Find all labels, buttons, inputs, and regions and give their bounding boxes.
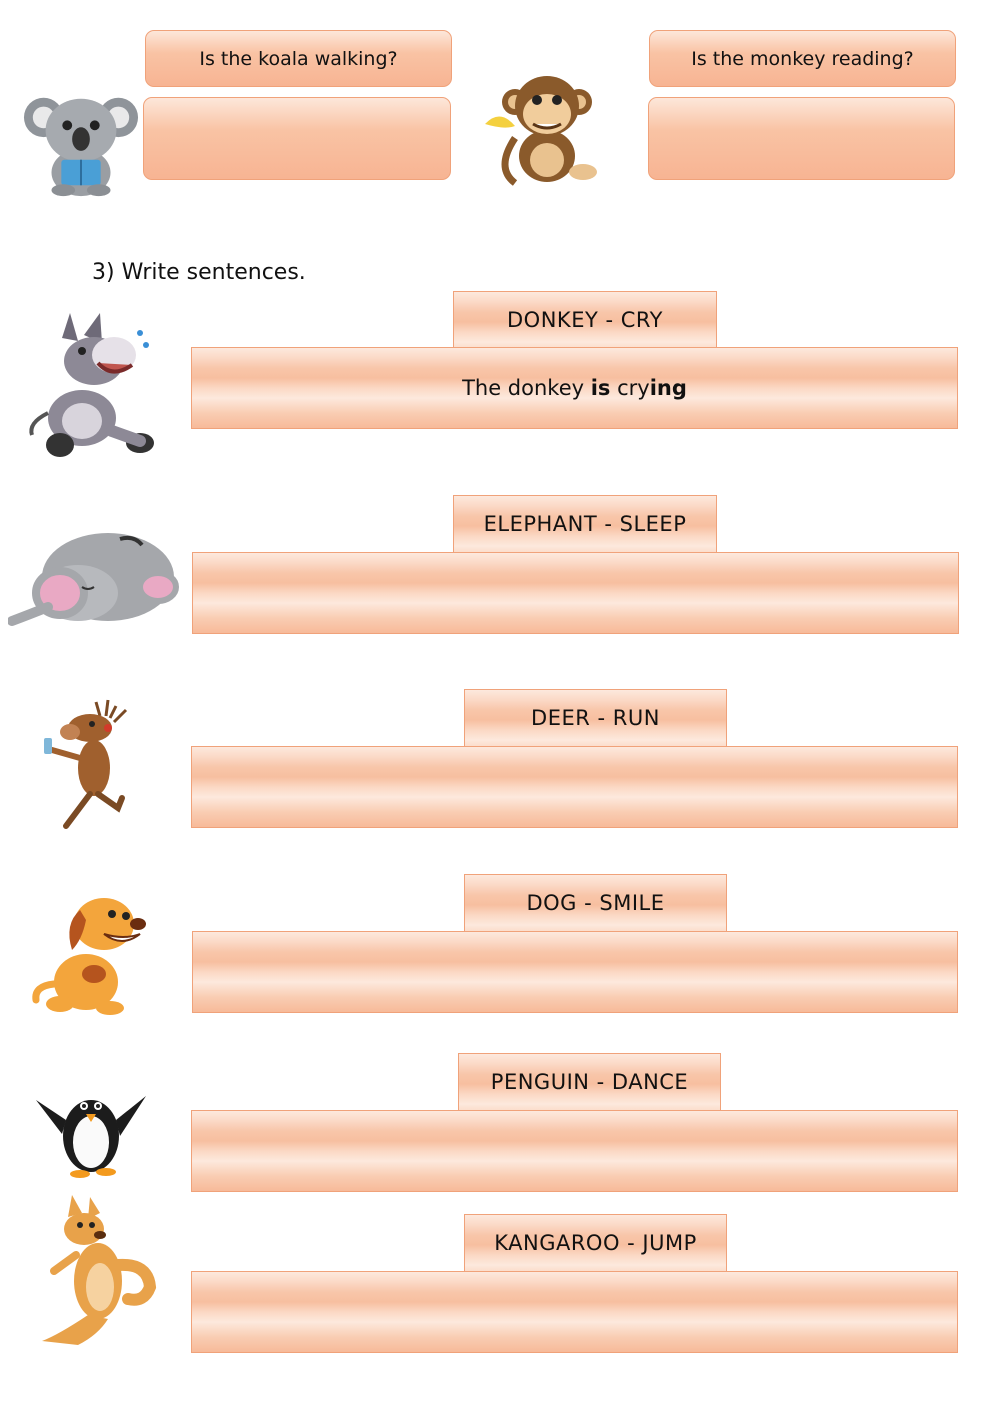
penguin-icon	[32, 1080, 150, 1180]
task-label-donkey-text: DONKEY - CRY	[507, 308, 663, 332]
kangaroo-icon	[38, 1195, 160, 1355]
question-monkey	[649, 30, 956, 87]
answer-box-dog[interactable]	[192, 931, 958, 1013]
question-koala	[145, 30, 452, 87]
elephant-icon	[8, 515, 180, 630]
answer-input-koala[interactable]	[148, 109, 446, 168]
answer-donkey-bold: is	[590, 376, 611, 400]
section-title: 3) Write sentences.	[92, 260, 306, 285]
task-label-dog-text: DOG - SMILE	[526, 891, 665, 915]
answer-input-elephant[interactable]	[206, 564, 944, 622]
task-label-elephant-text: ELEPHANT - SLEEP	[483, 512, 687, 536]
answer-box-donkey[interactable]	[191, 347, 958, 429]
answer-input-dog[interactable]	[206, 943, 943, 1001]
question-koala-text: Is the koala walking?	[199, 47, 398, 70]
answer-box-kangaroo[interactable]	[191, 1271, 958, 1353]
answer-input-monkey[interactable]	[653, 109, 950, 168]
answer-donkey-prefix: The donkey	[462, 376, 591, 400]
task-label-donkey	[453, 291, 717, 349]
answer-input-kangaroo[interactable]	[205, 1283, 943, 1341]
answer-donkey-mid: cry	[610, 376, 650, 400]
task-label-penguin	[458, 1053, 721, 1111]
monkey-icon	[475, 68, 615, 190]
task-label-elephant	[453, 495, 717, 553]
deer-icon	[36, 698, 136, 838]
question-monkey-text: Is the monkey reading?	[691, 47, 914, 70]
answer-box-elephant[interactable]	[192, 552, 959, 634]
task-label-kangaroo-text: KANGAROO - JUMP	[494, 1231, 697, 1255]
answer-box-koala[interactable]	[143, 97, 451, 180]
task-label-dog	[464, 874, 727, 932]
task-label-deer	[464, 689, 727, 747]
dog-icon	[28, 890, 150, 1015]
answer-input-deer[interactable]	[205, 758, 943, 816]
answer-input-penguin[interactable]	[205, 1122, 943, 1180]
koala-icon	[22, 85, 140, 200]
donkey-icon	[22, 313, 154, 463]
answer-donkey-bold2: ing	[649, 376, 687, 400]
task-label-kangaroo	[464, 1214, 727, 1272]
answer-box-penguin[interactable]	[191, 1110, 958, 1192]
answer-box-deer[interactable]	[191, 746, 958, 828]
answer-donkey-text	[462, 376, 687, 400]
answer-box-monkey[interactable]	[648, 97, 955, 180]
task-label-deer-text: DEER - RUN	[531, 706, 660, 730]
task-label-penguin-text: PENGUIN - DANCE	[490, 1070, 689, 1094]
